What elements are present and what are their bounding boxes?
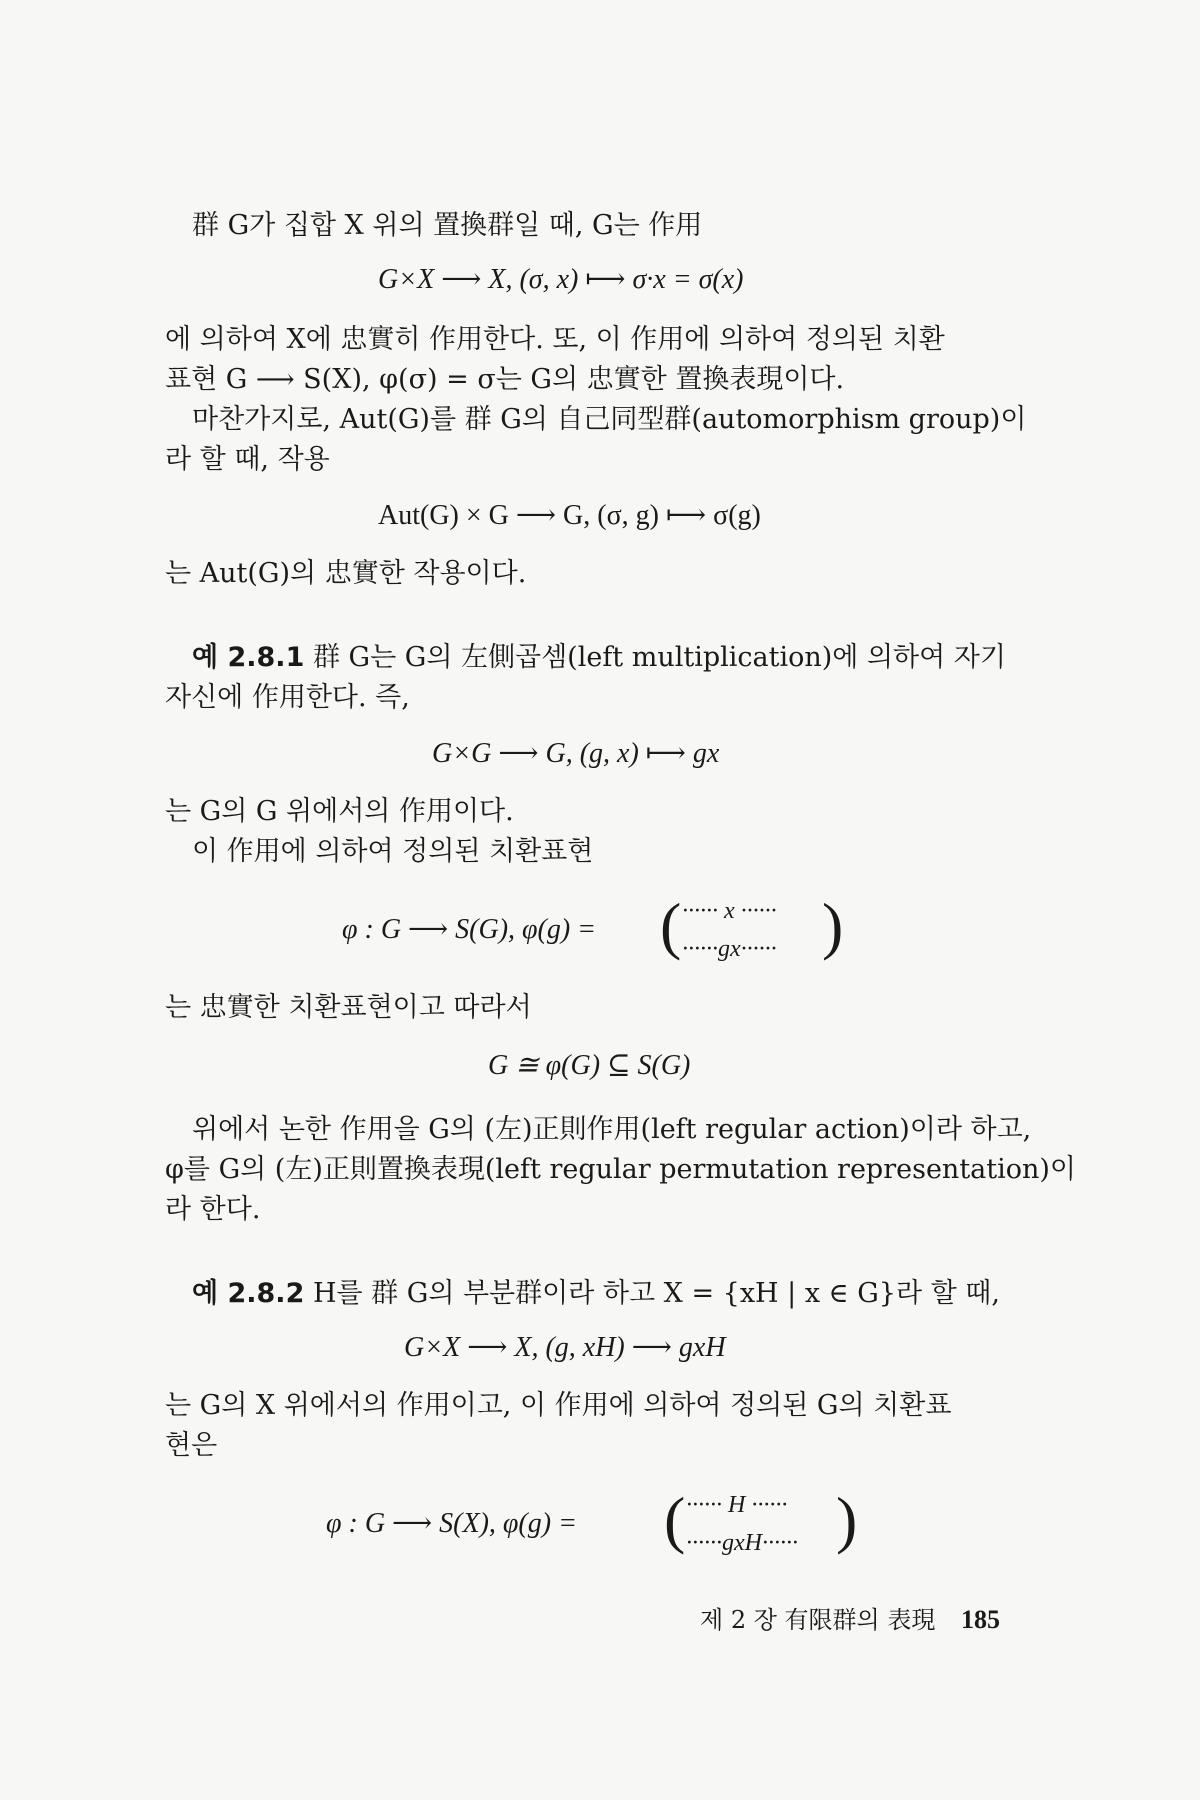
para1-line2: 에 의하여 X에 忠實히 作用한다. 또, 이 作用에 의하여 정의된 치환 bbox=[165, 324, 945, 355]
example1-first-line bbox=[192, 640, 1006, 676]
para1-equation: G×X ⟶ X, (σ, x) ⟼ σ·x = σ(x) bbox=[378, 264, 744, 295]
para2-line3: 는 Aut(G)의 忠實한 작용이다. bbox=[165, 558, 527, 589]
example2-line1: H를 群 G의 부분群이라 하고 X = {xH | x ∈ G}라 할 때, bbox=[312, 1278, 1000, 1309]
para2-equation: Aut(G) × G ⟶ G, (σ, g) ⟼ σ(g) bbox=[378, 500, 761, 531]
para2-line1: 마찬가지로, Aut(G)를 群 G의 自己同型群(automorphism group)이 bbox=[192, 404, 1027, 435]
example1-line4: 이 作用에 의하여 정의된 치환표현 bbox=[192, 836, 594, 867]
example2-equation2-lhs: φ : G ⟶ S(X), φ(g) = bbox=[326, 1508, 577, 1539]
example2-line2: 는 G의 X 위에서의 作用이고, 이 作用에 의하여 정의된 G의 치환표 bbox=[165, 1390, 952, 1421]
example1-line7: φ를 G의 (左)正則置換表現(left regular permutation representation)이 bbox=[165, 1154, 1077, 1185]
example1-equation1: G×G ⟶ G, (g, x) ⟼ gx bbox=[432, 738, 720, 769]
example2-equation2-top: ······ H ······ bbox=[686, 1492, 788, 1518]
page-footer bbox=[700, 1600, 1000, 1635]
example1-line5: 는 忠實한 치환표현이고 따라서 bbox=[165, 992, 532, 1023]
example1-line1: 群 G는 G의 左側곱셈(left multiplication)에 의하여 자기 bbox=[312, 642, 1006, 673]
chapter-title: 제 2 장 有限群의 表現 bbox=[700, 1606, 936, 1634]
example2-label: 예 2.8.2 bbox=[192, 1278, 305, 1309]
example2-equation2-bottom: ······gxH······ bbox=[686, 1530, 798, 1556]
para2-line2: 라 할 때, 작용 bbox=[165, 444, 330, 475]
example1-label: 예 2.8.1 bbox=[192, 642, 305, 673]
example2-right-paren: ) bbox=[836, 1484, 858, 1555]
para1-line1: 群 G가 집합 X 위의 置換群일 때, G는 作用 bbox=[192, 210, 703, 241]
example2-equation1: G×X ⟶ X, (g, xH) ⟶ gxH bbox=[404, 1332, 726, 1363]
example1-line8: 라 한다. bbox=[165, 1194, 261, 1225]
para1-line3: 표현 G ⟶ S(X), φ(σ) = σ는 G의 忠實한 置換表現이다. bbox=[165, 364, 845, 395]
example1-right-paren: ) bbox=[822, 890, 844, 961]
example1-left-paren: ( bbox=[660, 890, 682, 961]
example1-line6: 위에서 논한 作用을 G의 (左)正則作用(left regular action)이라 하고, bbox=[192, 1114, 1032, 1145]
example1-line3: 는 G의 G 위에서의 作用이다. bbox=[165, 796, 514, 827]
example2-left-paren: ( bbox=[664, 1484, 686, 1555]
example1-equation3: G ≅ φ(G) ⊆ S(G) bbox=[488, 1050, 691, 1081]
page-number: 185 bbox=[960, 1605, 1000, 1634]
example1-equation2-lhs: φ : G ⟶ S(G), φ(g) = bbox=[342, 914, 597, 945]
example1-equation2-top: ······ x ······ bbox=[682, 898, 777, 924]
example2-first-line bbox=[192, 1276, 1000, 1312]
example1-line2: 자신에 作用한다. 즉, bbox=[165, 682, 410, 713]
example1-equation2-bottom: ······gx······ bbox=[682, 936, 777, 962]
example2-line3: 현은 bbox=[165, 1430, 218, 1461]
